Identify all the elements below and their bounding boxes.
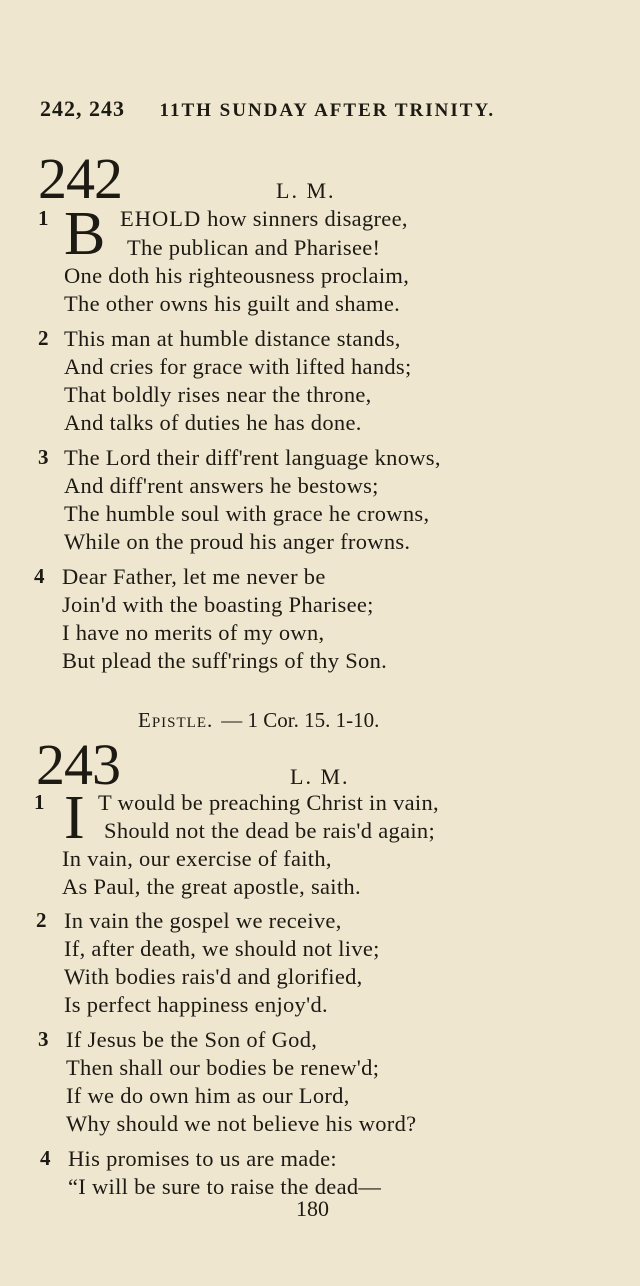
hymn-242-line-4: The other owns his guilt and shame. <box>64 291 401 316</box>
running-title: 11TH SUNDAY AFTER TRINITY. <box>159 100 496 121</box>
hymn-242-line-13: Dear Father, let me never be <box>62 564 326 589</box>
hymn-242-line-3: One doth his righteousness proclaim, <box>64 263 410 288</box>
hymn-242-line-2: The publican and Pharisee! <box>127 235 381 260</box>
hymn-242-stanza-1-number: 1 <box>38 206 49 230</box>
hymn-243-stanza-4-number: 4 <box>40 1146 51 1170</box>
hymn-243-dropcap: I <box>64 784 85 852</box>
page-range: 242, 243 <box>40 96 125 121</box>
running-head <box>40 96 600 122</box>
hymn-243-line-1: T would be preaching Christ in vain, <box>98 790 439 815</box>
hymn-242-line-16: But plead the suff'rings of thy Son. <box>62 648 388 673</box>
hymn-243-line-10: Then shall our bodies be renew'd; <box>66 1055 380 1080</box>
hymn-242-line-8: And talks of duties he has done. <box>64 410 362 435</box>
hymn-243-line-13: His promises to us are made: <box>68 1146 337 1171</box>
hymn-242-line-15: I have no merits of my own, <box>62 620 325 645</box>
hymn-243-stanza-2-number: 2 <box>36 908 47 932</box>
hymn-243-line-3: In vain, our exercise of faith, <box>62 846 332 871</box>
hymn-242-stanza-3-number: 3 <box>38 445 49 469</box>
hymn-242-line-1 <box>120 206 408 232</box>
hymn-242-line-5: This man at humble distance stands, <box>64 326 401 351</box>
hymn-243-line-7: With bodies rais'd and glorified, <box>64 964 363 989</box>
epistle-label: Epistle. <box>138 708 214 732</box>
hymn-243-line-12: Why should we not believe his word? <box>66 1111 417 1136</box>
hymn-242-line-11: The humble soul with grace he crowns, <box>64 501 430 526</box>
hymn-242-line-10: And diff'rent answers he bestows; <box>64 473 379 498</box>
hymn-242-stanza-2-number: 2 <box>38 326 49 350</box>
hymn-243-stanza-1-number: 1 <box>34 790 45 814</box>
hymn-243-number: 243 <box>36 732 120 797</box>
hymn-243-line-8: Is perfect happiness enjoy'd. <box>64 992 328 1017</box>
hymn-243-meter: L. M. <box>290 764 350 789</box>
page-number: 180 <box>296 1196 329 1221</box>
hymn-242-number: 242 <box>38 146 122 211</box>
hymn-242-line-9: The Lord their diff'rent language knows, <box>64 445 441 470</box>
hymn-243-stanza-3-number: 3 <box>38 1027 49 1051</box>
hymn-242-line-7: That boldly rises near the throne, <box>64 382 372 407</box>
hymn-243-line-14: “I will be sure to raise the dead— <box>68 1174 382 1199</box>
hymn-242-line-6: And cries for grace with lifted hands; <box>64 354 412 379</box>
hymn-243-line-2: Should not the dead be rais'd again; <box>104 818 436 843</box>
hymn-243-line-11: If we do own him as our Lord, <box>66 1083 350 1108</box>
hymn-242-meter: L. M. <box>276 178 336 203</box>
hymn-242-dropcap: B <box>64 200 106 268</box>
epistle-heading <box>138 708 379 733</box>
hymn-243-line-5: In vain the gospel we receive, <box>64 908 342 933</box>
hymn-242-line-1-rest: how sinners disagree, <box>201 206 408 231</box>
hymn-242-line-14: Join'd with the boasting Pharisee; <box>62 592 374 617</box>
hymn-242-line-12: While on the proud his anger frowns. <box>64 529 411 554</box>
hymn-242-stanza-4-number: 4 <box>34 564 45 588</box>
hymn-243-line-9: If Jesus be the Son of God, <box>66 1027 318 1052</box>
hymn-242-first-word: EHOLD <box>120 206 202 231</box>
hymn-243-line-4: As Paul, the great apostle, saith. <box>62 874 361 899</box>
epistle-reference: — 1 Cor. 15. 1-10. <box>221 708 380 732</box>
hymn-243-line-6: If, after death, we should not live; <box>64 936 380 961</box>
